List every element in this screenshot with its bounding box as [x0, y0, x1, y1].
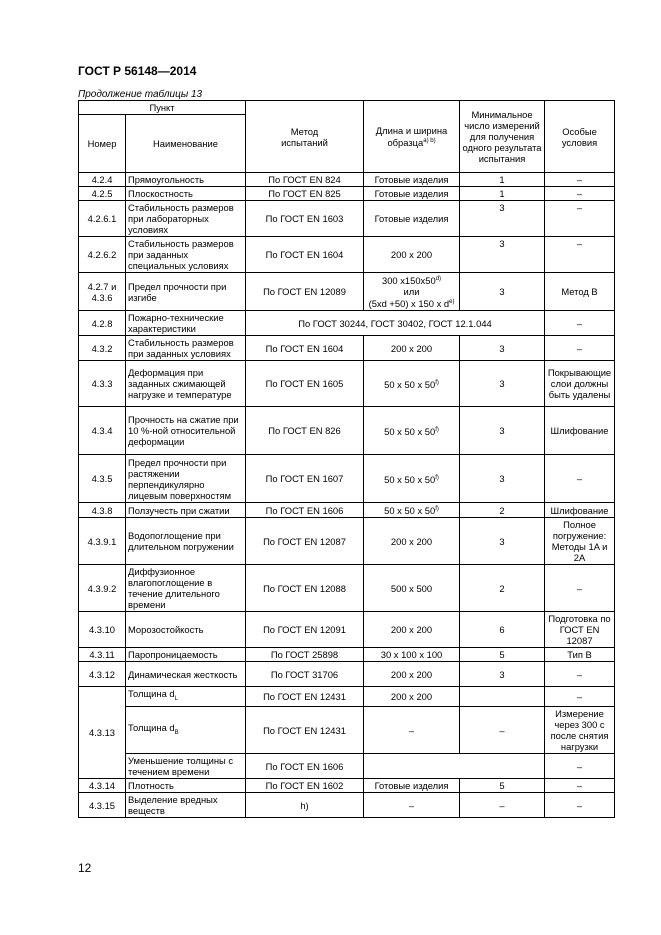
header-number: Номер: [79, 115, 126, 173]
table-row: 4.3.13 Толщина $d_L$ По ГОСТ EN 12431 200 x 200 –: [79, 687, 615, 707]
table-row: 4.3.15 Выделение вредных веществ h) – – –: [79, 793, 615, 818]
table-row: 4.3.4 Прочность на сжатие при 10 %-ной относительной деформации По ГОСТ EN 826 50 x 50 x 50$^{f)}$ 3 Шлифование: [79, 407, 615, 455]
table-row: 4.2.5 Плоскостность По ГОСТ EN 825 Готовые изделия 1 –: [79, 187, 615, 201]
table-row: 4.3.11 Паропроницаемость По ГОСТ 25898 30 x 100 x 100 5 Тип B: [79, 648, 615, 662]
table-row: 4.2.6.2 Стабильность размеров при заданных специальных условиях По ГОСТ EN 1604 200 x 200 3 –: [79, 237, 615, 273]
header-group: Пункт: [79, 101, 246, 115]
table-row: 4.3.14 Плотность По ГОСТ EN 1602 Готовые изделия 5 –: [79, 779, 615, 793]
table-row: 4.3.12 Динамическая жесткость По ГОСТ 31706 200 x 200 3 –: [79, 662, 615, 687]
table-row: 4.3.9.2 Диффузионное влагопоглощение в течение длительного времени По ГОСТ EN 12088 500 x 500 2 –: [79, 565, 615, 612]
page-number: 12: [78, 861, 92, 875]
table-row: 4.3.8 Ползучесть при сжатии По ГОСТ EN 1606 50 x 50 x 50$^{f)}$ 2 Шлифование: [79, 503, 615, 518]
header-name: Наименование: [126, 115, 246, 173]
table-row: 4.3.2 Стабильность размеров при заданных условиях По ГОСТ EN 1604 200 x 200 3 –: [79, 336, 615, 361]
table-row: 4.3.9.1 Водопоглощение при длительном погружении По ГОСТ EN 12087 200 x 200 3 Полное погружение: Методы 1A и 2A: [79, 518, 615, 565]
table-row: 4.2.8 Пожарно-технические характеристики По ГОСТ 30244, ГОСТ 30402, ГОСТ 12.1.044 –: [79, 311, 615, 336]
spec-table: [78, 100, 615, 818]
table-row: Уменьшение толщины с течением времени По ГОСТ EN 1606 –: [79, 754, 615, 779]
header-min: Минимальное число измерений для получения одного результата испытания: [460, 101, 545, 173]
table-row: 4.2.7 и 4.3.6 Предел прочности при изгибе По ГОСТ EN 12089 300 x150x50$^{d)}$ или (5xd +50) x 150 x $d^{e)}$ 3 Метод B: [79, 273, 615, 311]
table-caption: Продолжение таблицы 13: [78, 89, 203, 100]
header-special: Особые условия: [545, 101, 615, 173]
table-row: 4.2.4 Прямоугольность По ГОСТ EN 824 Готовые изделия 1 –: [79, 173, 615, 187]
table-row: 4.2.6.1 Стабильность размеров при лабораторных условиях По ГОСТ EN 1603 Готовые изделия 3 –: [79, 201, 615, 237]
table-row: 4.3.3 Деформация при заданных сжимающей нагрузке и температуре По ГОСТ EN 1605 50 x 50 x 50$^{f)}$ 3 Покрывающие слои должны быть удалены: [79, 361, 615, 407]
document-title: ГОСТ Р 56148—2014: [78, 64, 197, 78]
table-row: 4.3.10 Морозостойкость По ГОСТ EN 12091 200 x 200 6 Подготовка по ГОСТ EN 12087: [79, 612, 615, 648]
header-method: Метод испытаний: [246, 101, 364, 173]
table-row: 4.3.5 Предел прочности при растяжении перпендикулярно лицевым поверхностям По ГОСТ EN 1607 50 x 50 x 50$^{f)}$ 3 –: [79, 455, 615, 503]
table-row: Толщина $d_B$ По ГОСТ EN 12431 – – Измерение через 300 с после снятия нагрузки: [79, 707, 615, 754]
header-size: Длина и ширина образца$^{a) b)}$: [364, 101, 460, 173]
